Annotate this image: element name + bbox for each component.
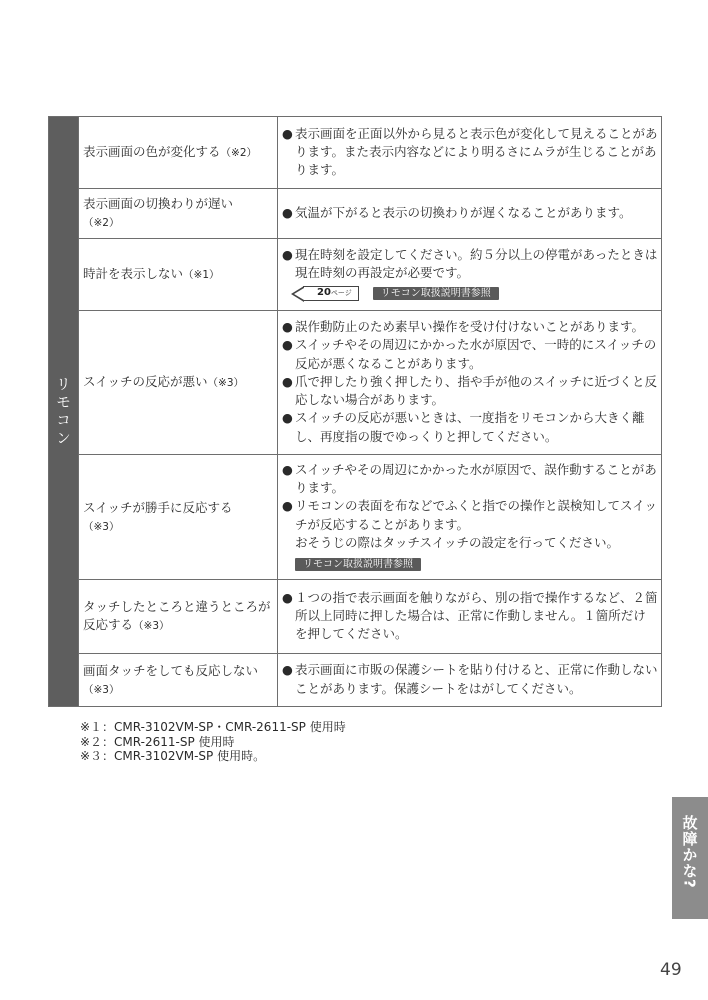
symptom-text: スイッチが勝手に反応する [83,499,233,515]
footnote: ※２：CMR-2611-SP 使用時 [80,734,235,749]
symptom-cell [79,117,278,189]
symptom-note: （※3） [83,683,120,696]
remedy-item: ● １つの指で表示画面を触りながら、別の指で操作するなど、２箇所以上同時に押した場合は、正常に作動しません。１箇所だけを押してください。 [282,589,658,642]
footnote: ※３：CMR-3102VM-SP 使用時。 [80,749,266,763]
symptom-note: （※3） [133,620,170,632]
remedy-item: ● 現在時刻を設定してください。約５分以上の停電があったときは現在時刻の再設定が必要です。 [282,246,658,280]
remedy-item: ● 表示画面に市販の保護シートを貼り付けると、正常に作動しないことがあります。保護シートをはがしてください。 [282,662,658,696]
reference-row [283,554,658,572]
remedy-cell [278,455,662,580]
category-label: リモコン [54,375,72,448]
symptom-text: スイッチの反応が悪い [83,374,208,389]
symptom-cell [79,239,278,311]
remedy-cell [278,654,662,707]
section-side-tab [672,797,708,919]
symptom-text: 表示画面の色が変化する [83,144,221,159]
symptom-text: タッチしたところと違うところが反応する [83,599,271,632]
table-row [49,654,662,707]
table-row [49,117,662,189]
symptom-note: （※2） [83,217,120,229]
symptom-note: （※2） [220,147,257,159]
symptom-cell [79,455,278,580]
remedy-cell [278,580,662,654]
remedy-cell [278,189,662,239]
remedy-item: ● スイッチやその周辺にかかった水が原因で、誤作動することがあります。 [282,461,657,495]
remedy-item: ● スイッチの反応が悪いときは、一度指をリモコンから大きく離し、再度指の腹でゆっくりと押してください。 [282,410,645,444]
symptom-text: 画面タッチをしても反応しない [83,662,259,678]
symptom-note: （※3） [83,520,120,533]
page-number: 49 [660,960,682,980]
remedy-item: ● 気温が下がると表示の切換わりが遅くなることがあります。 [282,204,632,220]
remedy-item: ● 表示画面を正面以外から見ると表示色が変化して見えることがあります。また表示内容などにより明るさにムラが生じることがあります。 [282,125,658,178]
table-row [49,189,662,239]
remedy-item: ● 誤作動防止のため素早い操作を受け付けないことがあります。 [282,318,645,334]
remedy-extra-text: おそうじの際はタッチスイッチの設定を行ってください。 [295,534,620,550]
troubleshooting-table [48,116,662,707]
symptom-cell [79,654,278,707]
manual-reference-badge: リモコン取扱説明書参照 [373,287,499,300]
symptom-note: （※1） [183,269,220,281]
reference-row [283,284,658,302]
remedy-item: ● 爪で押したり強く押したり、指や手が他のスイッチに近づくと反応しない場合があります。 [282,373,658,408]
manual-reference-badge: リモコン取扱説明書参照 [295,558,421,571]
footnote: ※１：CMR-3102VM-SP・CMR-2611-SP 使用時 [80,720,346,734]
symptom-text: 表示画面の切換わりが遅い [83,196,234,211]
symptom-text: 時計を表示しない [83,266,184,281]
symptom-cell [79,189,278,239]
remedy-cell [278,117,662,189]
table-row [49,311,662,455]
table-row [49,455,662,580]
table-row [49,580,662,654]
remedy-cell [278,311,662,455]
symptom-cell [79,311,278,455]
footnotes [80,720,346,764]
section-side-tab-label: 故障かな? [680,815,699,889]
page-reference-arrow: 20 ページ [303,286,359,301]
table-row [49,239,662,311]
category-cell [49,117,79,707]
remedy-item: ● スイッチやその周辺にかかった水が原因で、一時的にスイッチの反応が悪くなることがあります。 [282,337,657,371]
symptom-cell [79,580,278,654]
remedy-item: ● リモコンの表面を布などでふくと指での操作と誤検知してスイッチが反応することがあります。 [282,498,658,532]
remedy-cell [278,239,662,311]
symptom-note: （※3） [207,377,244,389]
